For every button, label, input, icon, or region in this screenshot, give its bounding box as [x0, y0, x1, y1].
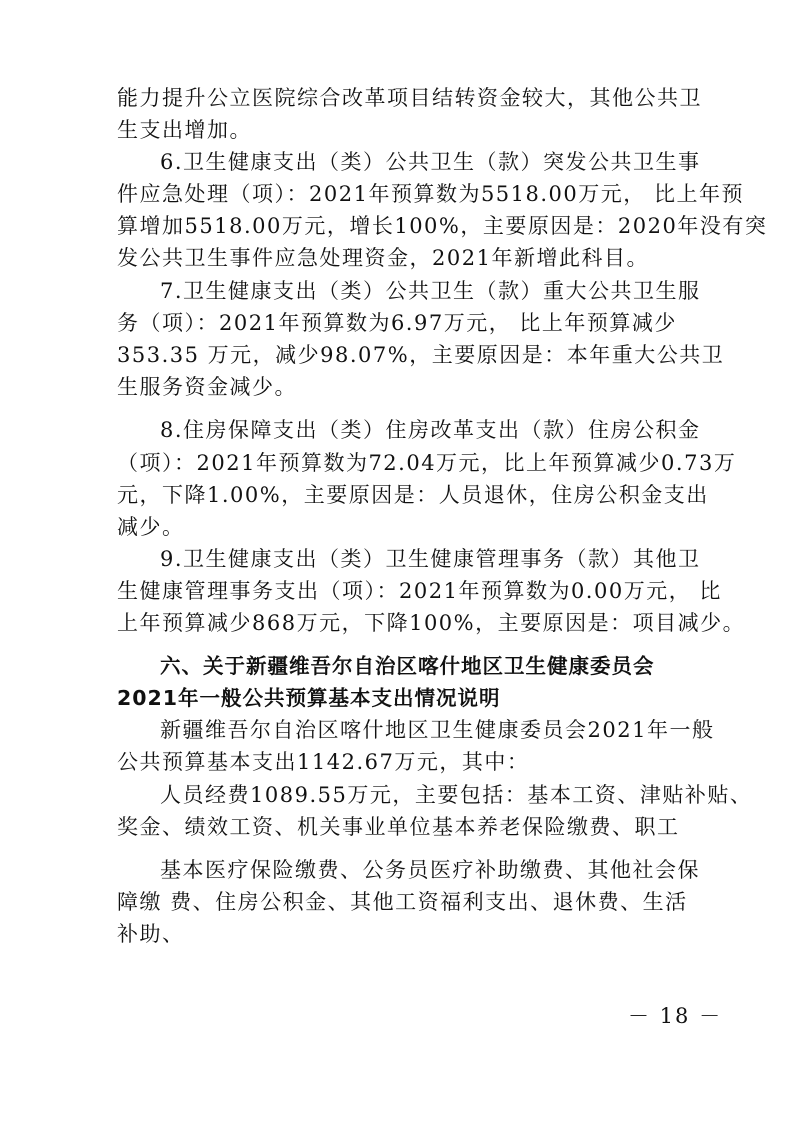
section-heading: 2021年一般公共预算基本支出情况说明 — [117, 686, 501, 710]
text-line: 新疆维吾尔自治区喀什地区卫生健康委员会2021年一般 — [160, 718, 715, 742]
text-line: 元，下降1.00%，主要原因是：人员退休，住房公积金支出 — [117, 483, 709, 507]
text-line: 生支出增加。 — [117, 118, 252, 142]
page-number: － 18 － — [628, 1004, 723, 1028]
text-line: 发公共卫生事件应急处理资金，2021年新增此科目。 — [117, 246, 649, 270]
text-line: 9.卫生健康支出（类）卫生健康管理事务（款）其他卫 — [160, 547, 701, 571]
text-line: 人员经费1089.55万元，主要包括：基本工资、津贴补贴、 — [160, 783, 753, 807]
text-line: 障缴 费、住房公积金、其他工资福利支出、退休费、生活 — [117, 890, 688, 914]
text-line: 公共预算基本支出1142.67万元，其中： — [117, 750, 530, 774]
text-line: 生服务资金减少。 — [117, 375, 297, 399]
text-line: 生健康管理事务支出（项）：2021年预算数为0.00万元， 比 — [117, 579, 722, 603]
text-line: 8.住房保障支出（类）住房改革支出（款）住房公积金 — [160, 418, 701, 442]
text-line: 务（项）：2021年预算数为6.97万元， 比上年预算减少 — [117, 311, 677, 335]
text-line: （项）：2021年预算数为72.04万元，比上年预算减少0.73万 — [117, 451, 737, 475]
text-line: 7.卫生健康支出（类）公共卫生（款）重大公共卫生服 — [160, 279, 701, 303]
text-line: 算增加5518.00万元，增长100%，主要原因是：2020年没有突 — [117, 214, 768, 238]
text-line: 减少。 — [117, 515, 185, 539]
text-line: 基本医疗保险缴费、公务员医疗补助缴费、其他社会保 — [160, 858, 700, 882]
section-heading: 六、关于新疆维吾尔自治区喀什地区卫生健康委员会 — [160, 654, 655, 678]
text-line: 353.35 万元，减少98.07%，主要原因是：本年重大公共卫 — [117, 343, 725, 367]
text-line: 上年预算减少868万元，下降100%，主要原因是：项目减少。 — [117, 611, 746, 635]
text-line: 6.卫生健康支出（类）公共卫生（款）突发公共卫生事 — [160, 150, 701, 174]
text-line: 奖金、绩效工资、机关事业单位基本养老保险缴费、职工 — [117, 815, 680, 839]
text-line: 能力提升公立医院综合改革项目结转资金较大，其他公共卫 — [117, 86, 702, 110]
text-line: 件应急处理（项）：2021年预算数为5518.00万元， 比上年预 — [117, 182, 744, 206]
text-line: 补助、 — [117, 922, 185, 946]
